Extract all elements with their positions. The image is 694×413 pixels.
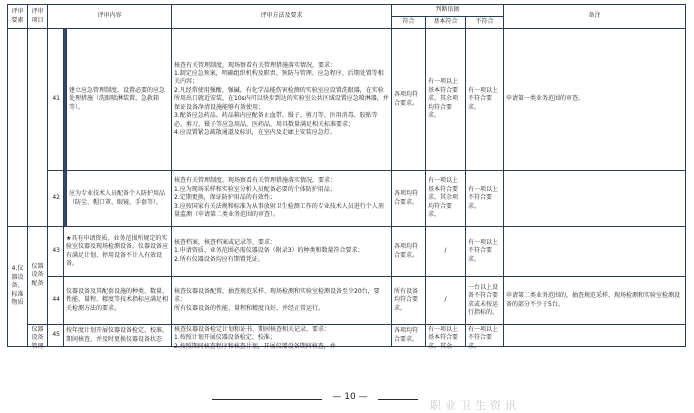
header-item: 评审项目: [28, 5, 48, 29]
element-label: 4.仪器设备、标准物质: [8, 227, 28, 347]
table-row: [8, 171, 686, 227]
row-number: 45: [48, 325, 64, 347]
header-row-top: [8, 5, 686, 17]
basic-cell: /: [426, 227, 466, 277]
remark-cell: [504, 171, 686, 227]
basic-cell: 有一项以上基本符合要求，其余项均符合要求。: [426, 29, 466, 171]
table-row: [8, 277, 686, 325]
row-number: 43: [48, 227, 64, 277]
basic-cell: 有一项以上基本符合要求，其余: [426, 325, 466, 347]
review-content: 建立应急管理制度，设置必要的应急处理措施（洗眼喷淋装置、急救箱等）。: [67, 29, 172, 171]
remark-cell: [504, 325, 686, 347]
review-content: ★具有申请资质、业务范围所规定的实验室仪器及现场检测设备，仪器设备应有满足计划、停用设备不计入有效设备。: [64, 227, 172, 277]
conform-cell: 所有设备均符合要求。: [392, 277, 426, 325]
row-number: 42: [48, 171, 64, 227]
review-content: 按年度计划开展仪器设备检定、校准，期间核查，并及时更换仪器设备状态: [64, 325, 172, 347]
review-method: 核查有关管理制度，现场察看有关管理措施落实情况，要求： 1.应为现场采样和实验室分析人员配备必要的个体防护用品； 2.定期更换，保证防护用品的有效性； 3.应按国家有关法规和标准为从事放射卫生检测工作的专业技术人员进行个人剂量监测（申请第二类业务范围的审查）。: [172, 171, 392, 227]
conform-cell: 各项均符合要求。: [392, 227, 426, 277]
basic-cell: 有一项以上基本符合要求，其余项均符合要求。: [426, 171, 466, 227]
conform-cell: 各项均符合要求。: [392, 325, 426, 347]
row-number: 41: [48, 29, 64, 171]
page-number: — 10 —: [332, 392, 368, 402]
element-cell-empty: [8, 29, 28, 227]
remark-cell: 申请第一类业务范围的审查。: [504, 29, 686, 171]
review-method: 核查仪器设备配置，抽查规范采样、现场检测和实验室检测设备至少20台，要求： 所有仪器设备的性能、量程和精度良好，并经正常运行。: [172, 277, 392, 325]
table-row: [8, 325, 686, 347]
watermark: 职业卫生资讯: [430, 399, 520, 412]
header-element: 评审要素: [8, 5, 28, 29]
nonconform-cell: 有一项以上不符合要求。: [466, 29, 504, 171]
nonconform-cell: 有一项以上不符合要求。: [466, 227, 504, 277]
conform-cell: 各项均符合要求。: [392, 171, 426, 227]
item-cell-empty: [28, 29, 48, 227]
footer-rule-right: [378, 399, 418, 400]
nonconform-cell: 有一项以上不符合要求。: [466, 325, 504, 347]
review-content: 仪器设备及其配套设施的种类、数量、性能、量程、精度等技术指标应满足相关检测方法的要求。: [64, 277, 172, 325]
nonconform-cell: 有一项以上不符合要求。: [466, 171, 504, 227]
item-label: 仪器设备管理: [28, 325, 48, 347]
review-table: [7, 4, 686, 350]
item-label: 仪器设备配备: [28, 227, 48, 325]
header-method: 评审方法及要求: [172, 5, 392, 29]
remark-cell: 申请第二类业务范围的，抽查规范采样、现场检测和实验室检测设备的部分不少于5台。: [504, 277, 686, 325]
row-number: 44: [48, 277, 64, 325]
remark-cell: [504, 227, 686, 277]
table-row: [8, 227, 686, 277]
header-basic: 基本符合: [426, 17, 466, 29]
table-row: [8, 29, 686, 171]
header-judgement: 判断依据: [392, 5, 504, 17]
header-conform: 符合: [392, 17, 426, 29]
header-nonconform: 不符合: [466, 17, 504, 29]
nonconform-cell: 一台以上设备不符合要求或未按运行指标的。: [466, 277, 504, 325]
header-remark: 备注: [504, 5, 686, 29]
conform-cell: 各项均符合要求。: [392, 29, 426, 171]
review-method: 核查仪器设备检定计划和证书、期间核查相关记录，要求： 1.按照计划开展仪器设备检定、校准； 2.按照期间核查程序和核查计划，开展仪器设备期间核查，并: [172, 325, 392, 347]
review-method: 核查档案，核查档案或记录等，要求： 1.申请资质、业务范围必需仪器设备（附录3）的种类和数量符合要求； 2.所有仪器设备均应有期置凭证。: [172, 227, 392, 277]
review-method: 核查有关管理制度，现场察看有关管理措施落实情况，要求： 1.制定应急预案，明确组织机构及职责、预防与管理、应急程序、后期处置等相关内容； 2.凡经常使用强酸、强碱，有化学品能伤害检测的实验室应设置洗眼器，在实验所用出口就近安装，在10s内可以快步到达的实验室公共区域设置应急喷淋器，并保证设备净清设施能够有效使用； 3.配备应急药品、药品箱内应配备止血带、镊子、剪刀等、医用消毒、胶贴等必、剪刀、镊子等应急用品、医药品、用具数量满足相关标准要求； 4.应设置紧急疏散通道及标识，在室内及走廊上安装应急灯。: [172, 29, 392, 171]
review-content: 应为专业技术人员配备个人防护用品（防尘、帽口罩、眼镜、手套等）。: [67, 171, 172, 227]
header-content: 评审内容: [48, 5, 172, 29]
footer-rule-left: [212, 399, 322, 400]
basic-cell: /: [426, 277, 466, 325]
